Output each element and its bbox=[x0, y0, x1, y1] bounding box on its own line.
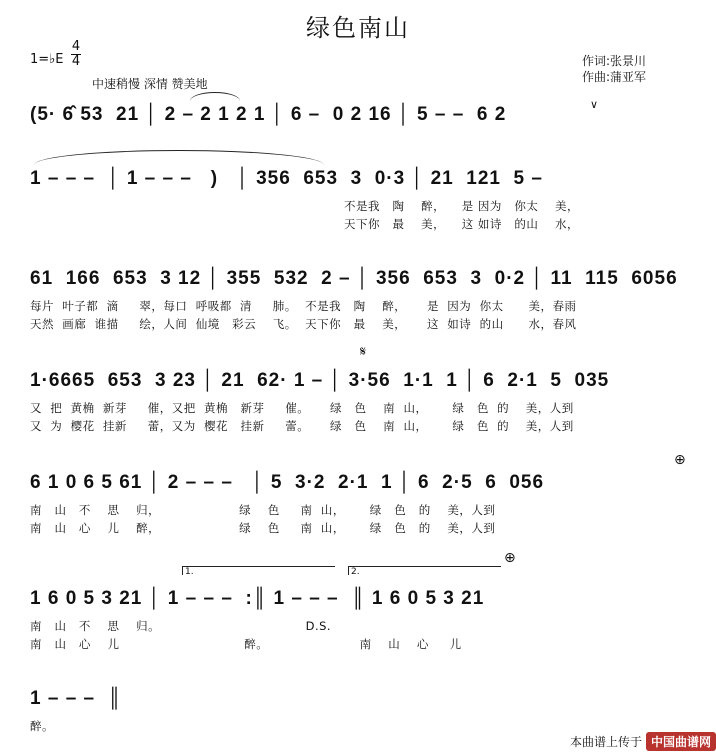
score-row-2 bbox=[0, 168, 716, 231]
score-row-1 bbox=[0, 98, 716, 152]
score-row-7 bbox=[0, 688, 716, 736]
notation-line: 6 1 0 6 5 61 │ 2 – – – │ 5 3·2 2·1 1 │ 6 2·5 6 056 bbox=[30, 472, 545, 493]
coda-icon: ⊕ bbox=[504, 550, 516, 566]
score-row-4 bbox=[0, 370, 716, 433]
lyrics-verse-1: 南 山 不 思 归， 绿 色 南 山， 绿 色 的 美，人到 bbox=[30, 503, 496, 517]
song-title: 绿色南山 bbox=[306, 14, 410, 42]
lyrics-verse-2: 天下你 最 美， 这 如诗 的山 水， bbox=[344, 217, 579, 231]
lyrics-verse-2: 天然 画廊 谁描 绘，人间 仙境 彩云 飞。 天下你 最 美， 这 如诗 的山 水，春风 bbox=[30, 317, 577, 331]
coda-icon: ⊕ bbox=[674, 452, 686, 468]
volta-first-ending: 1. bbox=[182, 566, 335, 575]
notation-line: 1 – – – ║ bbox=[30, 688, 123, 709]
lyrics-verse-1: 又 把 黄桷 新芽 催，又把 黄桷 新芽 催。 绿 色 南 山， 绿 色 的 美，人到 bbox=[30, 401, 574, 415]
breath-mark: ∨ bbox=[590, 98, 599, 111]
score-row-5 bbox=[0, 472, 716, 535]
tie-slur bbox=[34, 150, 324, 165]
key-signature: 1=♭E bbox=[30, 52, 64, 67]
slur bbox=[190, 92, 240, 101]
tempo-marking: 中速稍慢 深情 赞美地 bbox=[92, 77, 208, 91]
time-signature-top: 4 bbox=[71, 39, 81, 54]
segno-icon: 𝄋 bbox=[360, 344, 367, 360]
score-row-3 bbox=[0, 268, 716, 331]
time-signature bbox=[71, 40, 81, 69]
notation-line: 1·6665 653 3 23 │ 21 62· 1 – │ 3·56 1·1 1 │ 6 2·1 5 035 bbox=[30, 370, 610, 391]
volta-second-ending: 2. bbox=[348, 566, 501, 575]
notation-line: 61 166 653 3 12 │ 355 532 2 – │ 356 653 3 0·2 │ 11 115 6056 bbox=[30, 268, 678, 289]
lyrics-verse-1: 不是我 陶 醉， 是 因为 你太 美， bbox=[344, 199, 579, 213]
composer-credit: 作曲:蒲亚军 bbox=[582, 70, 647, 84]
lyrics-verse-2: 南 山 心 儿 醉， 绿 色 南 山， 绿 色 的 美，人到 bbox=[30, 521, 496, 535]
lyrics-verse-2: 南 山 心 儿 醉。 南 山 心 儿 bbox=[30, 637, 462, 651]
lyrics-verse-1: 南 山 不 思 归。 D.S. bbox=[30, 619, 332, 633]
lyricist-credit: 作词:张景川 bbox=[582, 54, 647, 68]
notation-line: (5· 6̂ 53 21 │ 2 – 2 1 2 1 │ 6 – 0 2 16 │ 5 – – 6 2 bbox=[30, 104, 507, 125]
notation-line: 1 6 0 5 3 21 │ 1 – – – :║ 1 – – – ║ 1 6 0 5 3 21 bbox=[30, 588, 485, 609]
footer-text: 本曲谱上传于 bbox=[569, 735, 642, 749]
lyrics-verse-1: 醉。 bbox=[30, 719, 54, 733]
notation-line: 1 – – – │ 1 – – – ) │ 356 653 3 0·3 │ 21 121 5 – bbox=[30, 168, 543, 189]
lyrics-verse-2: 又 为 樱花 挂新 蕾，又为 樱花 挂新 蕾。 绿 色 南 山， 绿 色 的 美，人到 bbox=[30, 419, 574, 433]
score-row-6 bbox=[0, 588, 716, 651]
site-logo[interactable]: 中国曲谱网 bbox=[646, 732, 716, 751]
time-signature-bottom: 4 bbox=[71, 54, 81, 69]
lyrics-verse-1: 每片 叶子都 滴 翠，每口 呼吸都 清 肺。 不是我 陶 醉， 是 因为 你太 美，春雨 bbox=[30, 299, 577, 313]
footer-upload-note bbox=[570, 732, 716, 751]
